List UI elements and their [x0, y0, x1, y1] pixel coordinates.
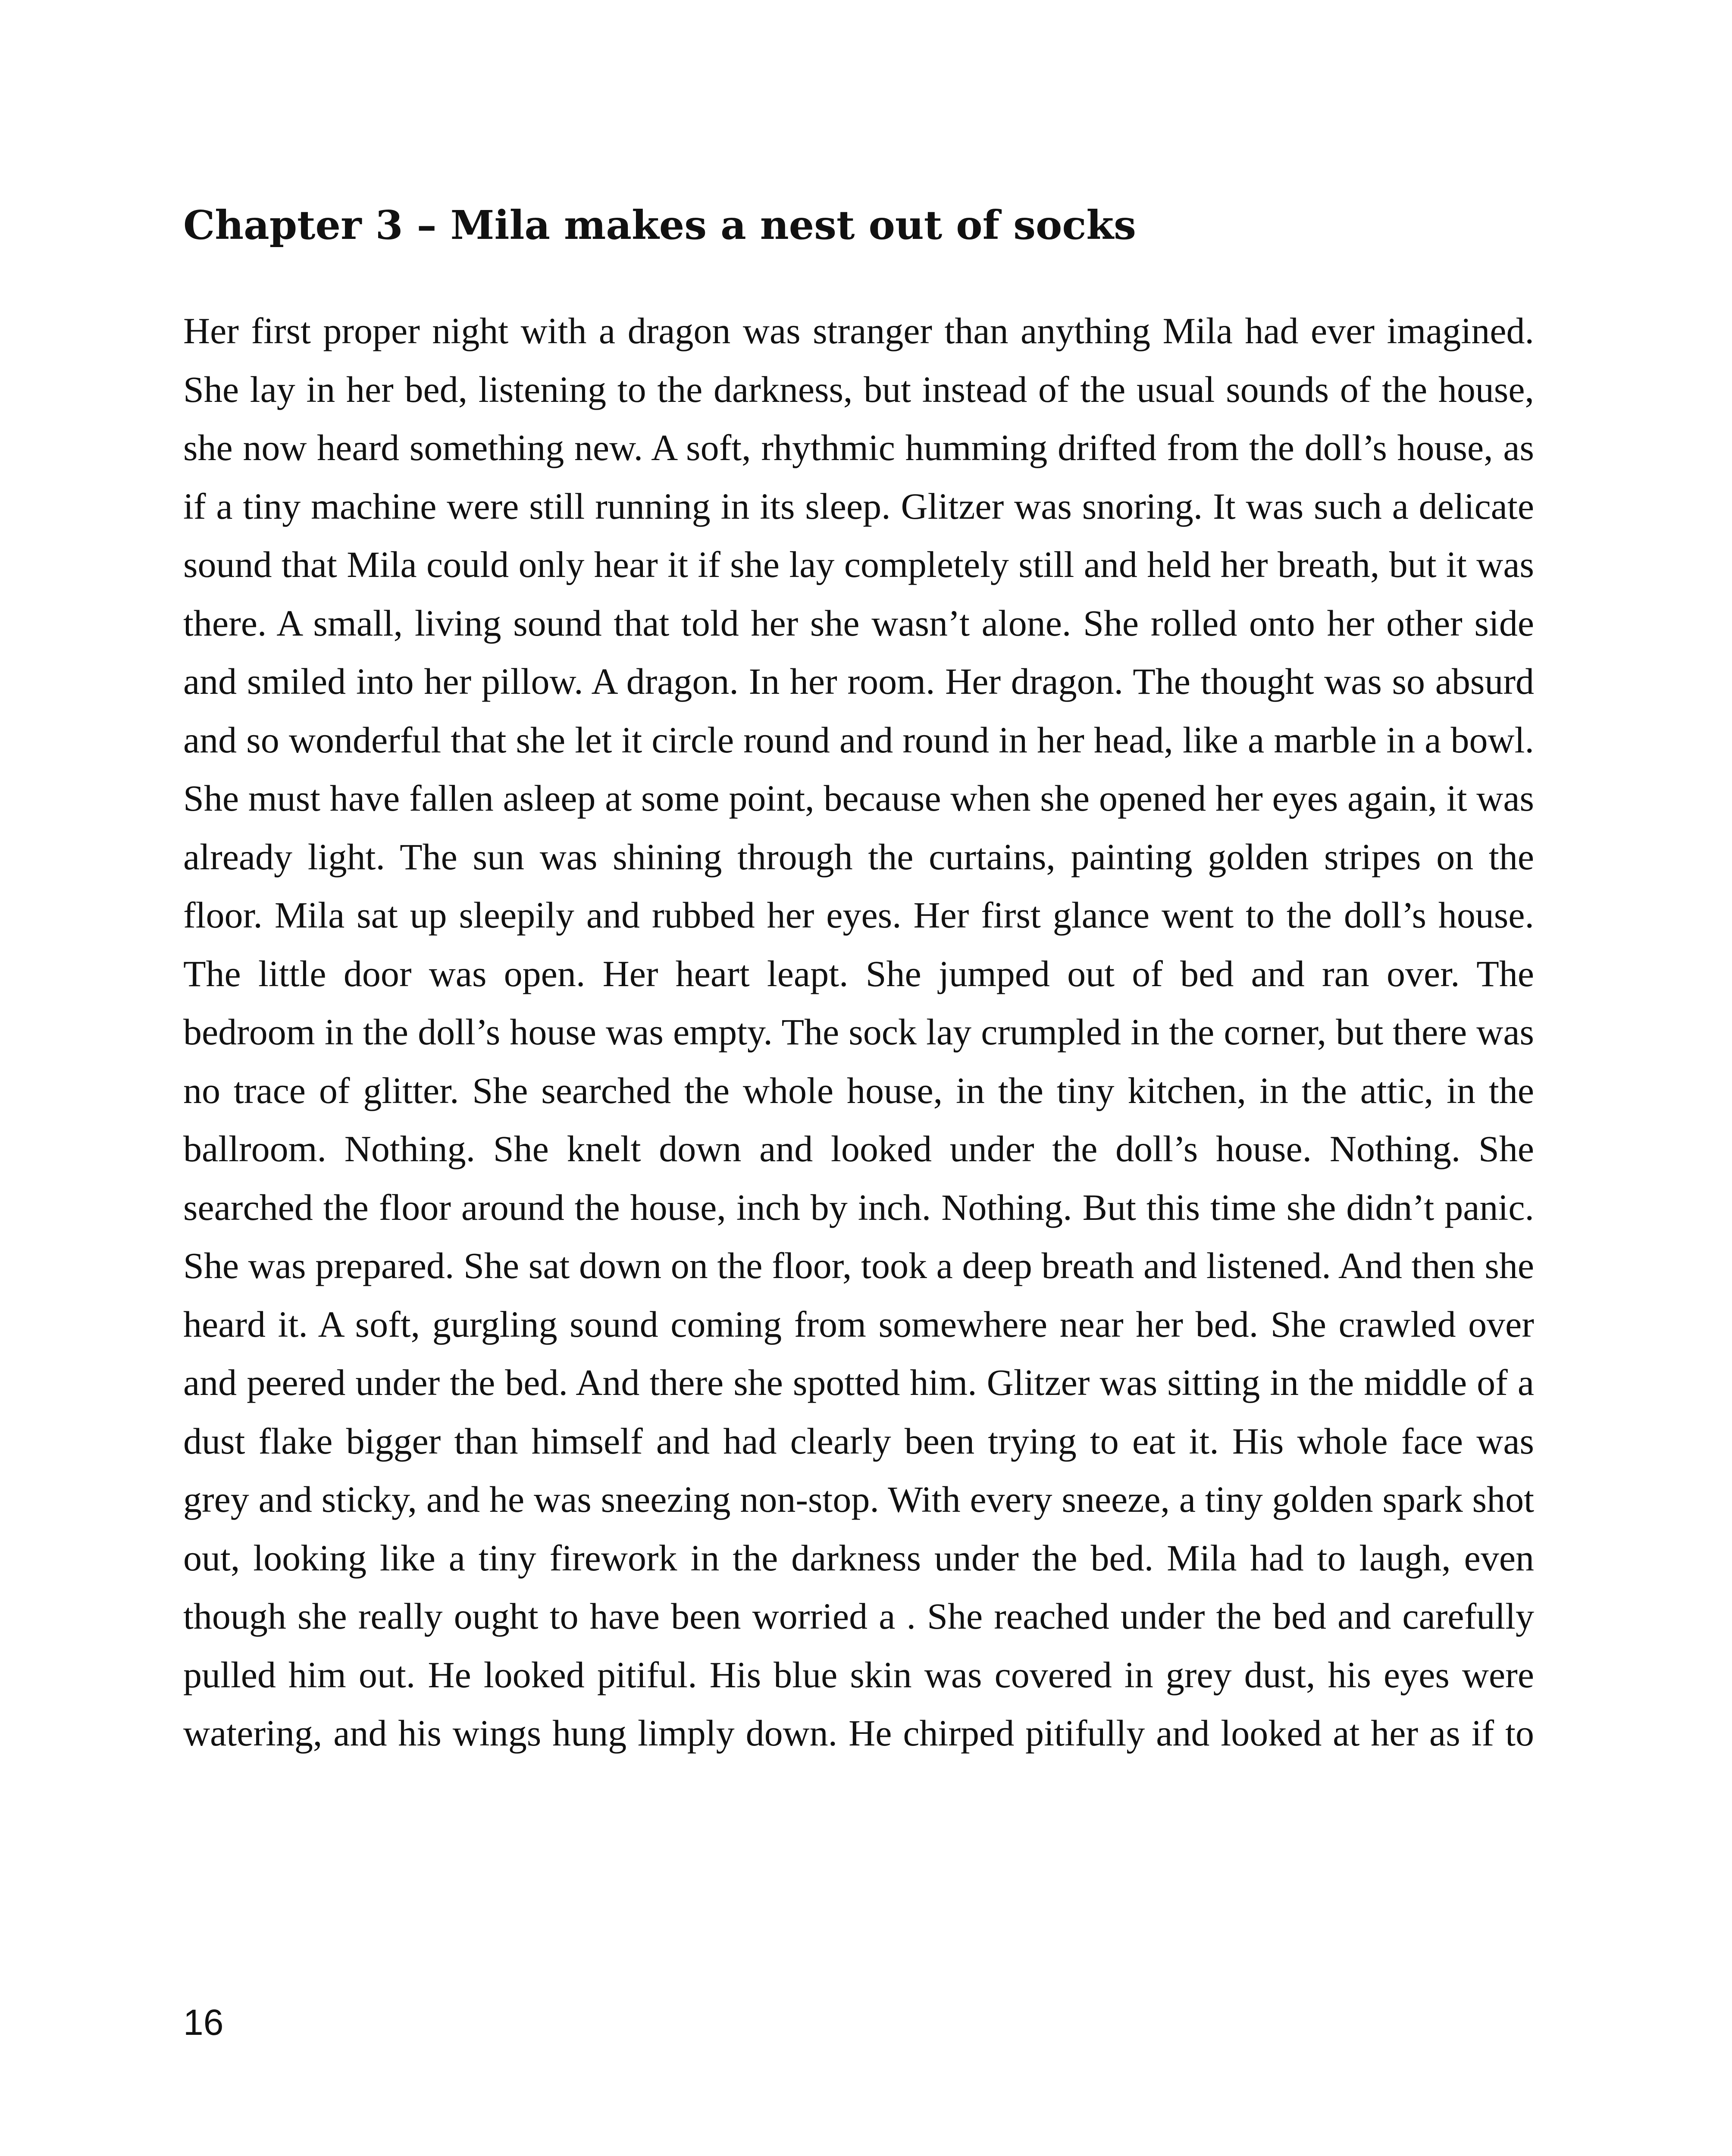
body-paragraph: Her first proper night with a dragon was stranger than anything Mila had ever imagined. She lay in her bed, listening to the darkness, but instead of the usual sounds of the house, she now heard something new. A soft, rhythmic humming drifted from the doll’s house, as if a tiny machine were still running in its sleep. Glitzer was snoring. It was such a delicate sound that Mila could only hear it if she lay completely still and held her breath, but it was there. A small, living sound that told her she wasn’t alone. She rolled onto her other side and smiled into her pillow. A dragon. In her room. Her dragon. The thought was so absurd and so wonderful that she let it circle round and round in her head, like a marble in a bowl. She must have fallen asleep at some point, because when she opened her eyes again, it was already light. The sun was shining through the curtains, painting golden stripes on the floor. Mila sat up sleepily and rubbed her eyes. Her first glance went to the doll’s house. The little door was open. Her heart leapt. She jumped out of bed and ran over. The bedroom in the doll’s house was empty. The sock lay crumpled in the corner, but there was no trace of glitter. She searched the whole house, in the tiny kitchen, in the attic, in the ballroom. Nothing. She knelt down and looked under the doll’s house. Nothing. She searched the floor around the house, inch by inch. Nothing. But this time she didn’t panic. She was prepared. She sat down on the floor, took a deep breath and listened. And then she heard it. A soft, gurgling sound coming from somewhere near her bed. She crawled over and peered under the bed. And there she spotted him. Glitzer was sitting in the middle of a dust flake bigger than himself and had clearly been trying to eat it. His whole face was grey and sticky, and he was sneezing non-stop. With every sneeze, a tiny golden spark shot out, looking like a tiny firework in the darkness under the bed. Mila had to laugh, even though she really ought to have been worried a . She reached under the bed and carefully pulled him out. He looked pitiful. His blue skin was covered in grey dust, his eyes were watering, and his wings hung limply down. He chirped pitifully and looked at her as if to: [183, 310, 1534, 1754]
page-number: 16: [183, 2002, 224, 2043]
chapter-title: Chapter 3 – Mila makes a nest out of socks: [183, 202, 1136, 248]
